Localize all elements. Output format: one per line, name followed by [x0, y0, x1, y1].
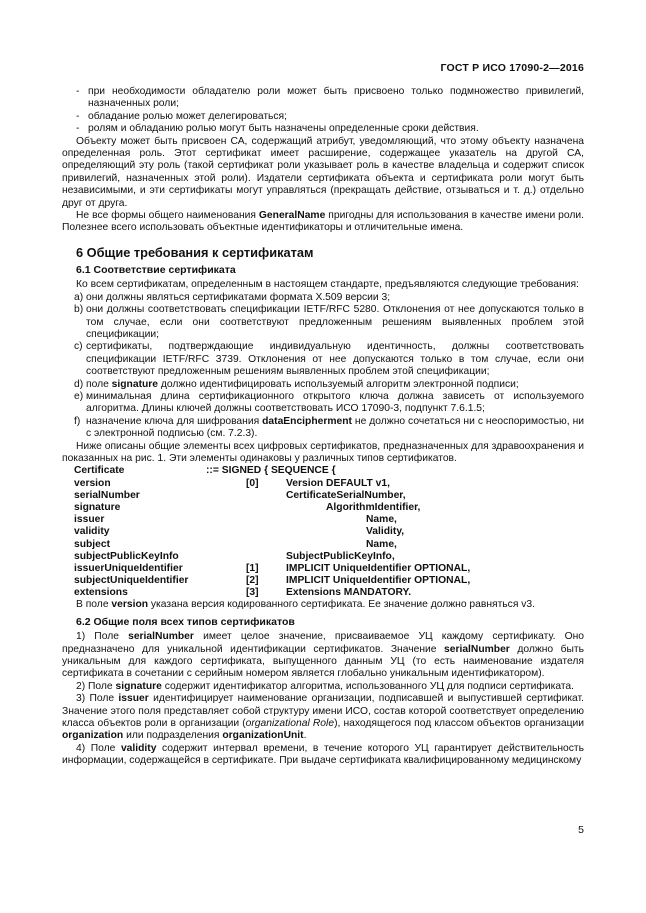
paragraph-elements: Ниже описаны общие элементы всех цифровых сертификатов, предназначенных для здравоохранения и показанных на рис. 1. Эти элементы одинаковы у различных типов сертификатов.	[62, 440, 584, 464]
list-item: - обладание ролью может делегироваться;	[76, 110, 287, 122]
list-item-f: f) назначение ключа для шифрования dataEncipherment не должно сочетаться ни с неоспоримостью, ни с электронной подписью (см. 7.2.3).	[74, 415, 585, 440]
list-item-c: c) сертификаты, подтверждающие индивидуальную идентичность, должны соответствовать спецификации IETF/RFC 3739. Отклонения от нее допускаются только в том случае, если они соответствуют предложенным решениям выявленных проблем этой спецификации;	[74, 341, 584, 378]
list-item: - ролям и обладанию ролью могут быть назначены определенные сроки действия.	[76, 123, 479, 135]
paragraph-object: Объекту может быть присвоен СА, содержащий атрибут, уведомляющий, что этому объекту назначена определенная роль. Этот сертификат имеет расширение, содержащее указатель на другой СА, определяющий эту роль (такой сертификат роли указывает роль в качестве владельца и содержит список привилегий, назначенных этой роли). Издатели сертификата объекта и сертификата роли могут быть независимыми, и эти сертификаты могут управляться (прекращать действие, отзываться и т. д.) отдельно друг от друга.	[62, 135, 584, 209]
list-item-b: b) они должны соответствовать спецификации IETF/RFC 5280. Отклонения от нее допускаются только в том случае, если они соответствуют предложенным решениям выявленных проблем этой спецификации;	[74, 304, 584, 340]
section-6-1-heading: 6.1 Соответствие сертификата	[76, 263, 236, 276]
list-item-e: e) минимальная длина сертификационного открытого ключа должна зависеть от используемого алгоритма. Длины ключей должны соответствовать ИСО 17090-3, подпункт 7.6.1.5;	[74, 390, 584, 415]
section-6-2-heading: 6.2 Общие поля всех типов сертификатов	[76, 615, 295, 628]
page-number: 5	[578, 824, 584, 836]
paragraph-signature: 2) Поле signature содержит идентификатор алгоритма, использованного УЦ для подписи сертификата.	[76, 680, 575, 692]
paragraph-validity: 4) Поле validity содержит интервал времени, в течение которого УЦ гарантирует действительность информации, содержащейся в сертификате. При выдаче сертификата квалифицированному медицинскому	[62, 742, 585, 767]
paragraph-serial: 1) Поле serialNumber имеет целое значение, присваиваемое УЦ каждому сертификату. Оно предназначено для уникальной идентификации сертификатов. Значение serialNumber должно быть уникальным для каждого сертификата, выпущенного данным УЦ (то есть наименование издателя сертификата в сочетании с серийным номером является глобально уникальным идентификатором).	[62, 631, 585, 680]
list-item-d: d) поле signature должно идентифицировать используемый алгоритм электронной подписи;	[74, 378, 519, 390]
asn1-definition: Certificate ::= SIGNED { SEQUENCE { version [0] Version DEFAULT v1, serialNumber CertificateSerialNumber, signature AlgorithmIdentifier, issuer Name, validity Validity, subject Name, subjectPublicKeyInfo SubjectPublicKeyInfo, issuerUniqueIdentifier [1] IMPLICIT UniqueIdentifier OPTIONAL, subjectUniqueIdentifier [2] IMPLICIT UniqueIdentifier OPTIONAL, extensions [3] Extensions MANDATORY.	[74, 465, 471, 599]
list-item-a: a) они должны являться сертификатами формата X.509 версии 3;	[74, 291, 391, 303]
list-item: - при необходимости обладателю роли может быть присвоено только подмножество привилегий, назначенных роли;	[76, 86, 584, 110]
paragraph-requirements: Ко всем сертификатам, определенным в настоящем стандарте, предъявляются следующие требования:	[76, 279, 579, 291]
document-header: ГОСТ Р ИСО 17090-2—2016	[440, 62, 584, 74]
paragraph-version: В поле version указана версия кодированного сертификата. Ее значение должно равняться v3.	[76, 599, 535, 611]
paragraph-generalname: Не все формы общего наименования GeneralName пригодны для использования в качестве имени роли. Полезнее всего использовать объектные идентификаторы и отличительные имена.	[62, 210, 585, 234]
section-6-heading: 6 Общие требования к сертификатам	[76, 244, 314, 260]
document-body	[62, 86, 584, 768]
paragraph-issuer: 3) Поле issuer идентифицирует наименование организации, подписавшей и выпустившей сертификат. Значение этого поля представляет собой структуру имени ИСО, состав которой соответствует определению класса объектов роли в организации (organizational Role), находящегося под классом объектов организации organization или подразделения organizationUnit.	[62, 693, 584, 742]
